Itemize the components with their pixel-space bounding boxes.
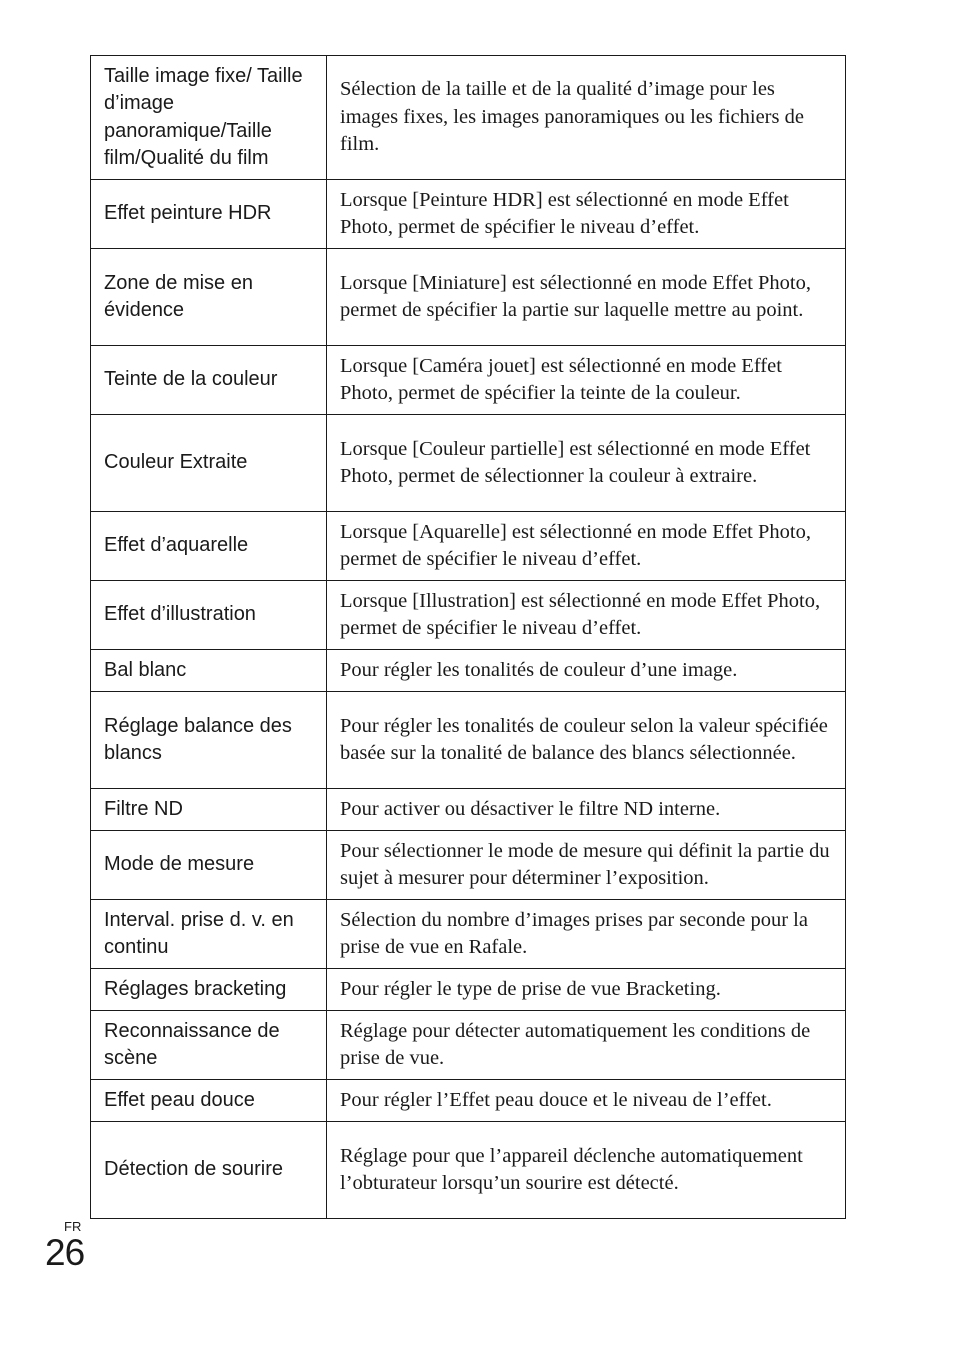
setting-name: Bal blanc	[91, 650, 327, 692]
table-row	[91, 512, 846, 581]
setting-name: Effet peau douce	[91, 1080, 327, 1122]
setting-name: Effet d’illustration	[91, 581, 327, 650]
setting-description: Pour activer ou désactiver le filtre ND interne.	[327, 789, 846, 831]
setting-description: Sélection de la taille et de la qualité d’image pour les images fixes, les images panoramiques ou les fichiers de film.	[327, 56, 846, 180]
page-number: 26	[45, 1232, 85, 1273]
table-row	[91, 831, 846, 900]
table-row	[91, 650, 846, 692]
table-row	[91, 1122, 846, 1219]
table-row	[91, 692, 846, 789]
setting-name: Zone de mise en évidence	[91, 249, 327, 346]
setting-name: Détection de sourire	[91, 1122, 327, 1219]
setting-name: Taille image fixe/ Taille d’image panoramique/Taille film/Qualité du film	[91, 56, 327, 180]
setting-name: Réglages bracketing	[91, 969, 327, 1011]
setting-name: Interval. prise d. v. en continu	[91, 900, 327, 969]
setting-description: Lorsque [Aquarelle] est sélectionné en mode Effet Photo, permet de spécifier le niveau d’effet.	[327, 512, 846, 581]
table-row	[91, 969, 846, 1011]
setting-name: Couleur Extraite	[91, 415, 327, 512]
setting-description: Pour sélectionner le mode de mesure qui définit la partie du sujet à mesurer pour déterminer l’exposition.	[327, 831, 846, 900]
table-row	[91, 346, 846, 415]
setting-description: Réglage pour que l’appareil déclenche automatiquement l’obturateur lorsqu’un sourire est détecté.	[327, 1122, 846, 1219]
table-row	[91, 249, 846, 346]
table-row	[91, 1080, 846, 1122]
setting-description: Pour régler les tonalités de couleur d’une image.	[327, 650, 846, 692]
table-row	[91, 789, 846, 831]
setting-description: Pour régler le type de prise de vue Bracketing.	[327, 969, 846, 1011]
setting-name: Réglage balance des blancs	[91, 692, 327, 789]
setting-description: Pour régler les tonalités de couleur selon la valeur spécifiée basée sur la tonalité de balance des blancs sélectionnée.	[327, 692, 846, 789]
table-row	[91, 56, 846, 180]
setting-description: Sélection du nombre d’images prises par seconde pour la prise de vue en Rafale.	[327, 900, 846, 969]
setting-name: Mode de mesure	[91, 831, 327, 900]
setting-name: Effet d’aquarelle	[91, 512, 327, 581]
setting-description: Lorsque [Peinture HDR] est sélectionné en mode Effet Photo, permet de spécifier le niveau d’effet.	[327, 180, 846, 249]
language-code: FR	[64, 1219, 82, 1234]
table-row	[91, 415, 846, 512]
setting-description: Lorsque [Illustration] est sélectionné en mode Effet Photo, permet de spécifier le niveau d’effet.	[327, 581, 846, 650]
table-row	[91, 581, 846, 650]
setting-description: Lorsque [Miniature] est sélectionné en mode Effet Photo, permet de spécifier la partie sur laquelle mettre au point.	[327, 249, 846, 346]
setting-name: Effet peinture HDR	[91, 180, 327, 249]
setting-description: Lorsque [Caméra jouet] est sélectionné en mode Effet Photo, permet de spécifier la teinte de la couleur.	[327, 346, 846, 415]
settings-table	[90, 55, 846, 1219]
table-row	[91, 900, 846, 969]
setting-name: Filtre ND	[91, 789, 327, 831]
setting-description: Lorsque [Couleur partielle] est sélectionné en mode Effet Photo, permet de sélectionner la couleur à extraire.	[327, 415, 846, 512]
setting-description: Pour régler l’Effet peau douce et le niveau de l’effet.	[327, 1080, 846, 1122]
setting-name: Teinte de la couleur	[91, 346, 327, 415]
setting-description: Réglage pour détecter automatiquement les conditions de prise de vue.	[327, 1011, 846, 1080]
setting-name: Reconnaissance de scène	[91, 1011, 327, 1080]
table-row	[91, 1011, 846, 1080]
table-row	[91, 180, 846, 249]
